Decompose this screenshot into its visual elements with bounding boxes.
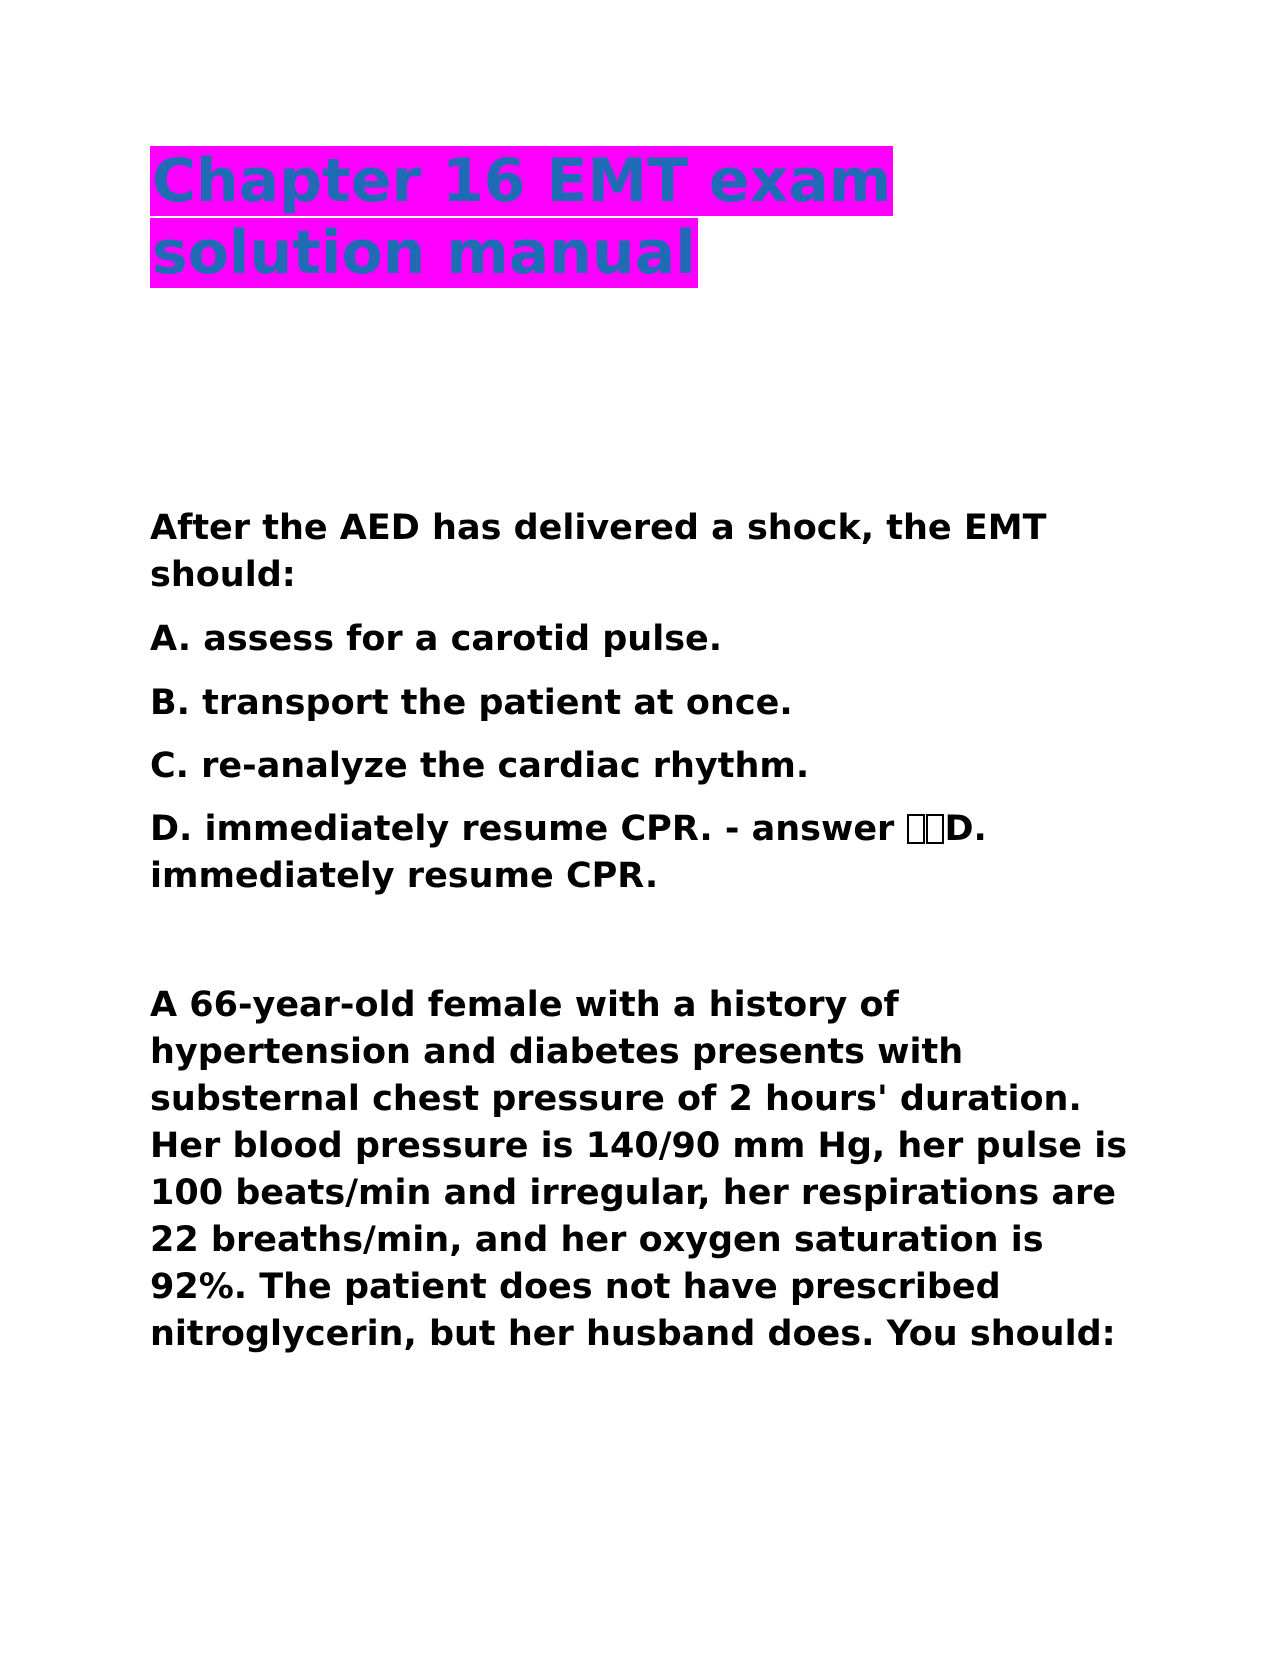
question-2-prompt: A 66-year-old female with a history of hypertension and diabetes presents with substernal chest pressure of 2 hours' duration. Her blood pressure is 140/90 mm Hg, her pulse is 100 beats/min and irregular, her respirations are 22 breaths/min, and her oxygen saturation is 92%. The patient does not have prescribed nitroglycerin, but her husband does. You should: (150, 985, 1128, 1354)
page-title (150, 145, 910, 289)
question-1-prompt: After the AED has delivered a shock, the EMT should: (150, 508, 1047, 595)
question-1-option-d (150, 806, 1130, 900)
title-line-1: Chapter 16 EMT exam (152, 146, 892, 216)
missing-glyph-icon (907, 814, 925, 844)
question-1-option-a: A. assess for a carotid pulse. (150, 619, 723, 659)
title-line-2: solution manual (152, 218, 696, 288)
question-1-option-b: B. transport the patient at once. (150, 683, 793, 723)
option-d-text: D. immediately resume CPR. - answer (150, 809, 907, 849)
question-1-option-c: C. re-analyze the cardiac rhythm. (150, 746, 810, 786)
option-d-answer: D. immediately resume CPR. (150, 809, 987, 896)
missing-glyph-icon (926, 814, 944, 844)
